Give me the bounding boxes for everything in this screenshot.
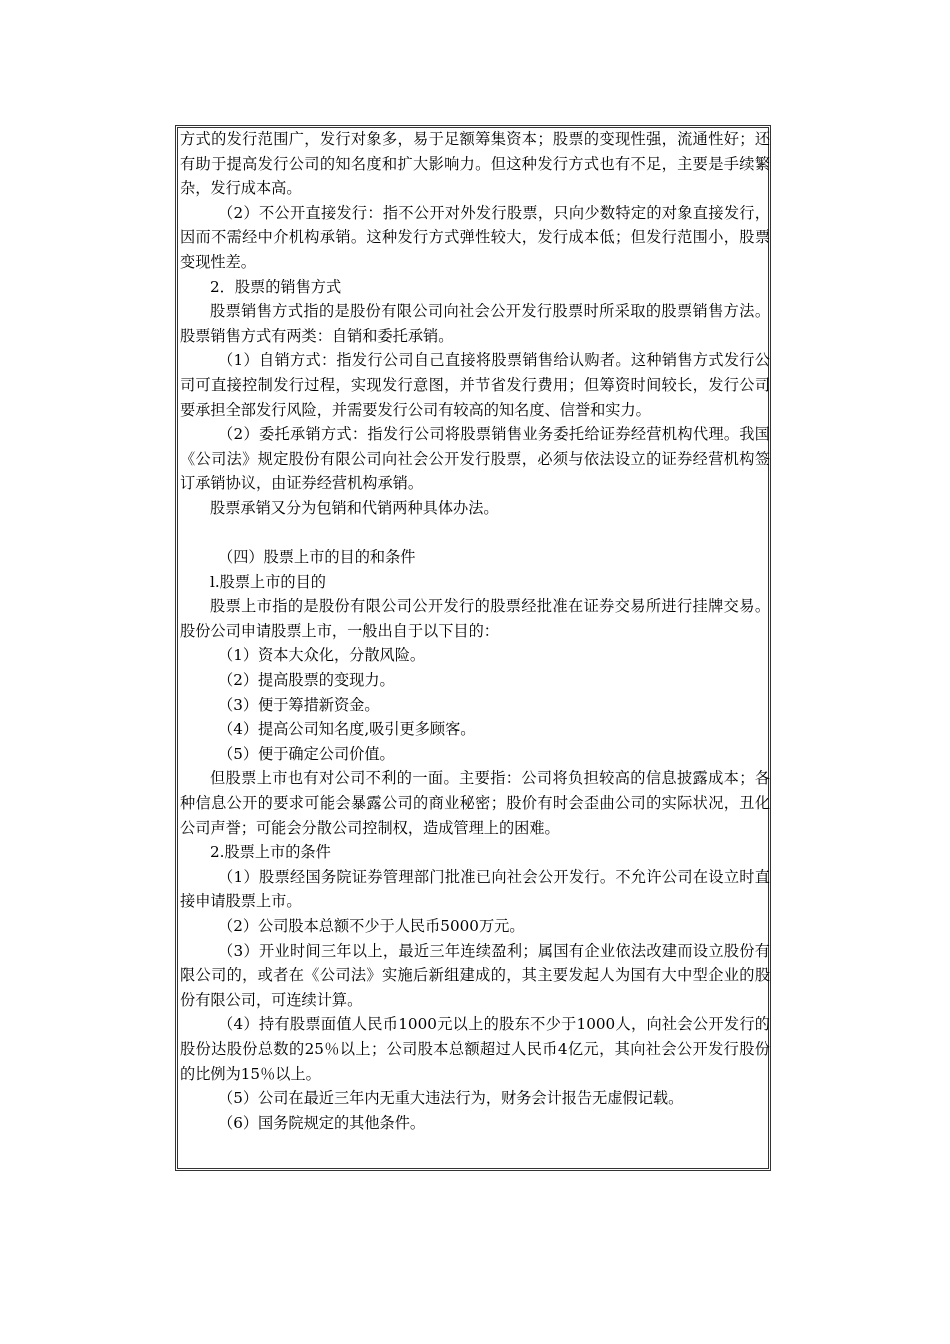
- list-item: （4）提高公司知名度,吸引更多顾客。: [218, 720, 476, 739]
- section-heading: （四）股票上市的目的和条件: [218, 548, 416, 567]
- list-item: （1）资本大众化，分散风险。: [218, 646, 426, 665]
- paragraph: 但股票上市也有对公司不利的一面。主要指：公司将负担较高的信息披露成本；各种信息公开的要求可能会暴露公司的商业秘密；股价有时会歪曲公司的实际状况，丑化公司声誉；可能会分散公司控制权，造成管理上的困难。: [180, 769, 770, 837]
- section-heading: 2.股票上市的条件: [210, 843, 331, 862]
- list-item: （1）股票经国务院证券管理部门批准已向社会公开发行。不允许公司在设立时直接申请股票上市。: [180, 867, 770, 911]
- paragraph: （2）委托承销方式：指发行公司将股票销售业务委托给证券经营机构代理。我国《公司法》规定股份有限公司向社会公开发行股票，必须与依法设立的证券经营机构签订承销协议，由证券经营机构承销。: [180, 425, 770, 493]
- list-item: （6）国务院规定的其他条件。: [218, 1113, 426, 1132]
- paragraph: 股票销售方式指的是股份有限公司向社会公开发行股票时所采取的股票销售方法。股票销售方式有两类：自销和委托承销。: [180, 302, 770, 345]
- list-item: （5）便于确定公司价值。: [218, 744, 395, 763]
- list-item: （2）提高股票的变现力。: [218, 671, 395, 690]
- document-body: [180, 127, 770, 1135]
- list-item: （2）公司股本总额不少于人民币5000万元。: [218, 917, 525, 935]
- paragraph: 股票上市指的是股份有限公司公开发行的股票经批准在证券交易所进行挂牌交易。股份公司申请股票上市，一般出自于以下目的：: [180, 597, 770, 640]
- paragraph: 股票承销又分为包销和代销两种具体办法。: [210, 498, 499, 517]
- paragraph: （1）自销方式：指发行公司自己直接将股票销售给认购者。这种销售方式发行公司可直接控制发行过程，实现发行意图，并节省发行费用；但筹资时间较长，发行公司要承担全部发行风险，并需要发行公司有较高的知名度、信誉和实力。: [180, 351, 770, 419]
- list-item: （3）开业时间三年以上，最近三年连续盈利；属国有企业依法改建而设立股份有限公司的，或者在《公司法》实施后新组建成的，其主要发起人为国有大中型企业的股份有限公司，可连续计算。: [180, 941, 770, 1009]
- list-item: （4）持有股票面值人民币1000元以上的股东不少于1000人，向社会公开发行的股份达股份总数的25％以上；公司股本总额超过人民币4亿元，其向社会公开发行股份的比例为15％以上。: [180, 1015, 770, 1083]
- list-item: （3）便于筹措新资金。: [218, 695, 380, 714]
- paragraph: 方式的发行范围广，发行对象多，易于足额筹集资本；股票的变现性强，流通性好；还有助于提高发行公司的知名度和扩大影响力。但这种发行方式也有不足，主要是手续繁杂，发行成本高。: [180, 130, 770, 198]
- blank-line: [180, 521, 770, 546]
- section-heading: l.股票上市的目的: [210, 572, 326, 591]
- paragraph: （2）不公开直接发行：指不公开对外发行股票，只向少数特定的对象直接发行，因而不需经中介机构承销。这种发行方式弹性较大，发行成本低；但发行范围小，股票变现性差。: [180, 203, 770, 271]
- list-item: （5）公司在最近三年内无重大违法行为，财务会计报告无虚假记载。: [218, 1089, 684, 1108]
- section-heading: 2．股票的销售方式: [210, 277, 342, 296]
